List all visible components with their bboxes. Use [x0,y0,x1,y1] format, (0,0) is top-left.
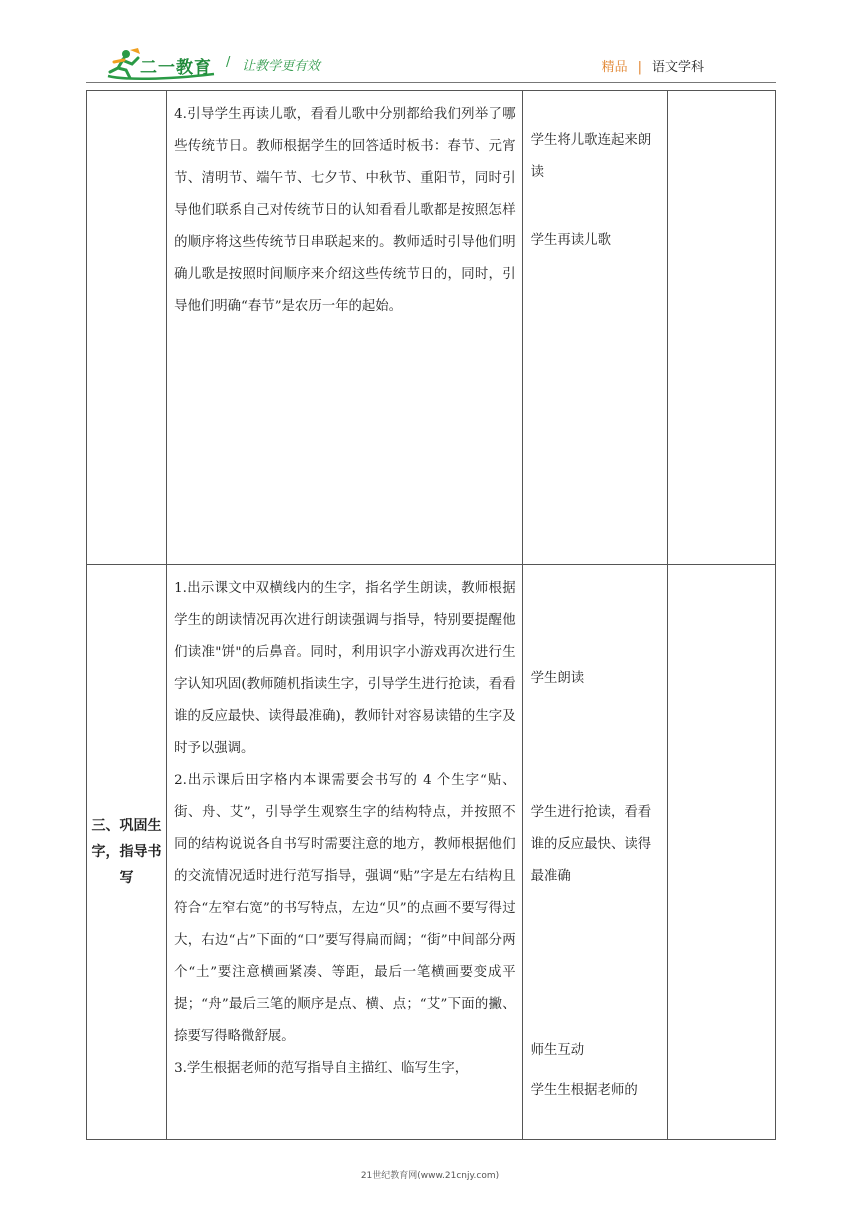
quality-badge: 精品 [601,60,628,75]
design-intent-cell [667,565,775,1140]
student-note: 学生再读儿歌 [530,233,611,248]
student-activity-cell [522,565,667,1140]
section-title: 三、巩固生字，指导书写 [91,818,162,886]
teacher-activity-cell [167,565,523,1140]
student-note: 师生互动 [530,1043,585,1058]
table-row [87,565,776,1140]
teacher-paragraph: 2.出示课后田字格内本课需要会书写的 4 个生字“贴、街、舟、艾”，引导学生观察生字的结构特点，并按照不同的结构说说各自书写时需要注意的地方，教师根据他们的交流情况适时进行范写指导，强调“贴”字是左右结构且符合“左窄右宽”的书写特点，左边“贝”的点画不要写得过大，右边“占”下面的“口”要写得扁而阔；“街”中间部分两个“土”要注意横画紧凑、等距，最后一笔横画要变成平提；“舟”最后三笔的顺序是点、横、点；“艾”下面的撇、捺要写得略微舒展。 [174,773,516,1044]
page-header [0,0,860,90]
lesson-table [86,90,776,1140]
teacher-paragraph: 1.出示课文中双横线内的生字，指名学生朗读，教师根据学生的朗读情况再次进行朗读强调与指导，特别要提醒他们读准"饼"的后鼻音。同时，利用识字小游戏再次进行生字认知巩固(教师随机指读生字，引导学生进行抢读，看看谁的反应最快、读得最准确)，教师针对容易读错的生字及时予以强调。 [174,581,516,756]
student-note: 学生进行抢读，看看谁的反应最快、读得最准确 [530,805,652,884]
logo-text: 二一教育 [140,58,212,78]
student-activity-cell [522,91,667,565]
student-note: 学生生根据老师的 [530,1083,638,1098]
section-cell [87,91,167,565]
page-footer: 21世纪教育网(www.21cnjy.com) [360,1171,500,1181]
header-right [602,56,704,75]
teacher-paragraph: 3.学生根据老师的范写指导自主描红、临写生字， [174,1061,469,1076]
header-rule [86,82,776,83]
table-row [87,91,776,565]
slogan: 让教学更有效 [242,59,321,74]
teacher-paragraph: 4.引导学生再读儿歌，看看儿歌中分别都给我们列举了哪些传统节日。教师根据学生的回答适时板书：春节、元宵节、清明节、端午节、七夕节、中秋节、重阳节，同时引导他们联系自己对传统节日的认知看看儿歌都是按照怎样的顺序将这些传统节日串联起来的。教师适时引导他们明确儿歌是按照时间顺序来介绍这些传统节日的，同时，引导他们明确“春节”是农历一年的起始。 [174,107,516,314]
header-separator: | [637,60,642,75]
student-note: 学生朗读 [530,671,585,686]
teacher-activity-cell [167,91,523,565]
design-intent-cell [667,91,775,565]
section-cell [87,565,167,1140]
student-note: 学生将儿歌连起来朗读 [530,133,652,180]
slogan-divider: / [226,55,231,70]
subject-label: 语文学科 [651,60,704,75]
